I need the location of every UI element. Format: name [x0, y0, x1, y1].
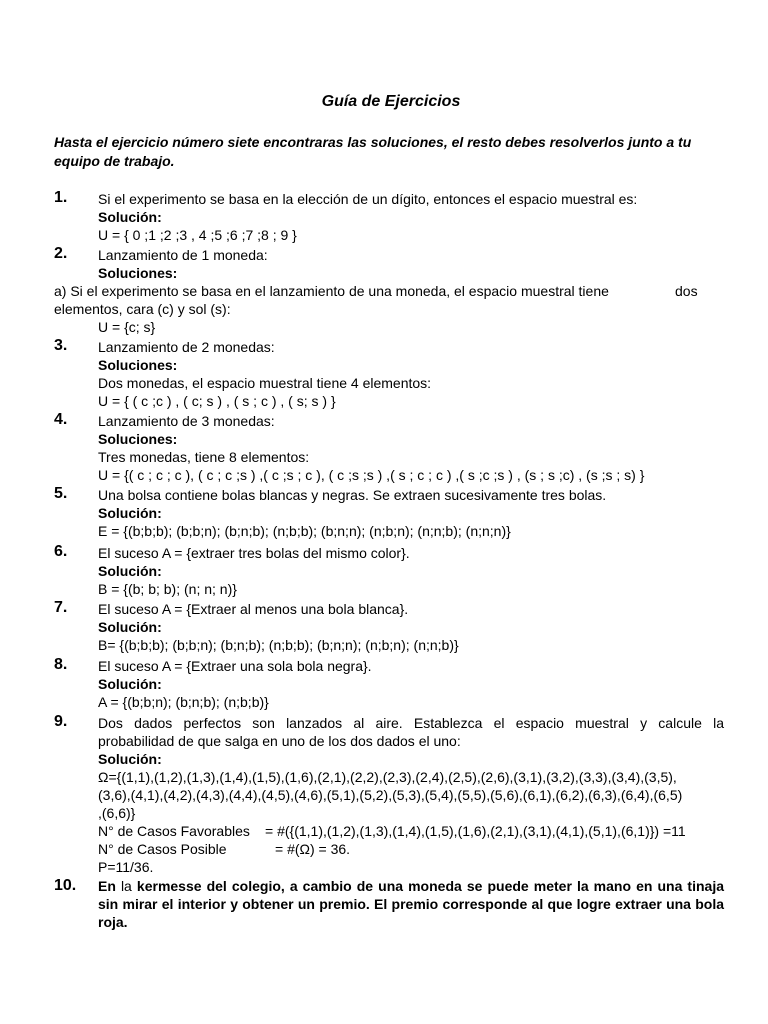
exercise-number: 9. — [54, 713, 68, 730]
solution-label: Solución: — [98, 209, 162, 225]
solution-answer: U = {( c ; c ; c ), ( c ; c ;s ) ,( c ;s ; c ), ( c ;s ;s ) ,( s ; c ; c ) ,( s ;c ;s ) , (s ; s ;c) , (s ;s ; s) } — [98, 467, 645, 483]
intro-text: Hasta el ejercicio número siete encontraras las soluciones, el resto debes resolverlos junto a tu equipo de trabajo. — [54, 134, 692, 169]
solution-text: a) Si el experimento se basa en el lanzamiento de una moneda, el espacio muestral tiene — [54, 283, 609, 299]
solution-label: Solución: — [98, 676, 162, 692]
exercise-text: El suceso A = {Extraer una sola bola negra}. — [98, 658, 372, 674]
solution-text: dos — [675, 283, 698, 299]
favorable-cases-value: = #({(1,1),(1,2),(1,3),(1,4),(1,5),(1,6),(2,1),(3,1),(4,1),(5,1),(6,1)}) =11 — [265, 823, 686, 839]
exercise-number: 4. — [54, 411, 68, 428]
exercise-number: 6. — [54, 543, 68, 560]
solution-label: Soluciones: — [98, 265, 178, 281]
exercise-text: Lanzamiento de 3 monedas: — [98, 413, 275, 429]
sample-space: Ω={(1,1),(1,2),(1,3),(1,4),(1,5),(1,6),(2,1),(2,2),(2,3),(2,4),(2,5),(2,6),(3,1),(3,2),(3,3),(3,4),(3,5), — [98, 769, 677, 785]
exercise-number: 2. — [54, 245, 68, 262]
solution-answer: U = { 0 ;1 ;2 ;3 , 4 ;5 ;6 ;7 ;8 ; 9 } — [98, 227, 297, 243]
solution-label: Soluciones: — [98, 357, 178, 373]
solution-text: elementos, cara (c) y sol (s): — [54, 301, 231, 317]
solution-label: Solución: — [98, 505, 162, 521]
solution-text: Dos monedas, el espacio muestral tiene 4 elementos: — [98, 375, 432, 391]
possible-cases-label: N° de Casos Posible — [98, 841, 227, 857]
sample-space: ,(6,6)} — [98, 805, 136, 821]
solution-answer: B= {(b;b;b); (b;b;n); (b;n;b); (n;b;b); (b;n;n); (n;b;n); (n;n;b)} — [98, 637, 459, 653]
exercise-text: En la kermesse del colegio, a cambio de una moneda se puede meter la mano en una tinaja sin mirar el interior y obtener un premio. El premio corresponde al que logre extraer una bola roja. — [98, 878, 724, 930]
exercise-text: Una bolsa contiene bolas blancas y negras. Se extraen sucesivamente tres bolas. — [98, 487, 607, 503]
exercise-number: 1. — [54, 189, 68, 206]
exercise-number: 5. — [54, 485, 68, 502]
exercise-text: Lanzamiento de 2 monedas: — [98, 339, 275, 355]
exercise-number: 7. — [54, 599, 68, 616]
exercise-text: El suceso A = {Extraer al menos una bola blanca}. — [98, 601, 409, 617]
exercise-number: 3. — [54, 337, 68, 354]
exercise-text: Dos dados perfectos son lanzados al aire. Establezca el espacio muestral y calcule la — [98, 715, 724, 731]
solution-label: Solución: — [98, 751, 162, 767]
exercise-text: probabilidad de que salga en uno de los dos dados el uno: — [98, 733, 461, 749]
sample-space: (3,6),(4,1),(4,2),(4,3),(4,4),(4,5),(4,6),(5,1),(5,2),(5,3),(5,4),(5,5),(5,6),(6,1),(6,2),(6,3),(6,4),(6,5) — [98, 787, 683, 803]
solution-answer: E = {(b;b;b); (b;b;n); (b;n;b); (n;b;b); (b;n;n); (n;b;n); (n;n;b); (n;n;n)} — [98, 523, 511, 539]
solution-answer: U = { ( c ;c ) , ( c; s ) , ( s ; c ) , ( s; s ) } — [98, 393, 336, 409]
exercise-text: Si el experimento se basa en la elección de un dígito, entonces el espacio muestral es: — [98, 191, 638, 207]
exercise-text: El suceso A = {extraer tres bolas del mismo color}. — [98, 545, 410, 561]
solution-label: Soluciones: — [98, 431, 178, 447]
favorable-cases-label: N° de Casos Favorables — [98, 823, 250, 839]
solution-answer: U = {c; s} — [98, 319, 156, 335]
possible-cases-value: = #(Ω) = 36. — [275, 841, 351, 857]
solution-label: Solución: — [98, 563, 162, 579]
exercise-number: 8. — [54, 656, 68, 673]
solution-answer: A = {(b;b;n); (b;n;b); (n;b;b)} — [98, 694, 269, 710]
solution-answer: B = {(b; b; b); (n; n; n)} — [98, 581, 237, 597]
solution-text: Tres monedas, tiene 8 elementos: — [98, 449, 310, 465]
page-title: Guía de Ejercicios — [321, 93, 461, 110]
probability-result: P=11/36. — [98, 859, 154, 875]
exercise-text: Lanzamiento de 1 moneda: — [98, 247, 268, 263]
solution-label: Solución: — [98, 619, 162, 635]
exercise-number: 10. — [54, 877, 77, 894]
